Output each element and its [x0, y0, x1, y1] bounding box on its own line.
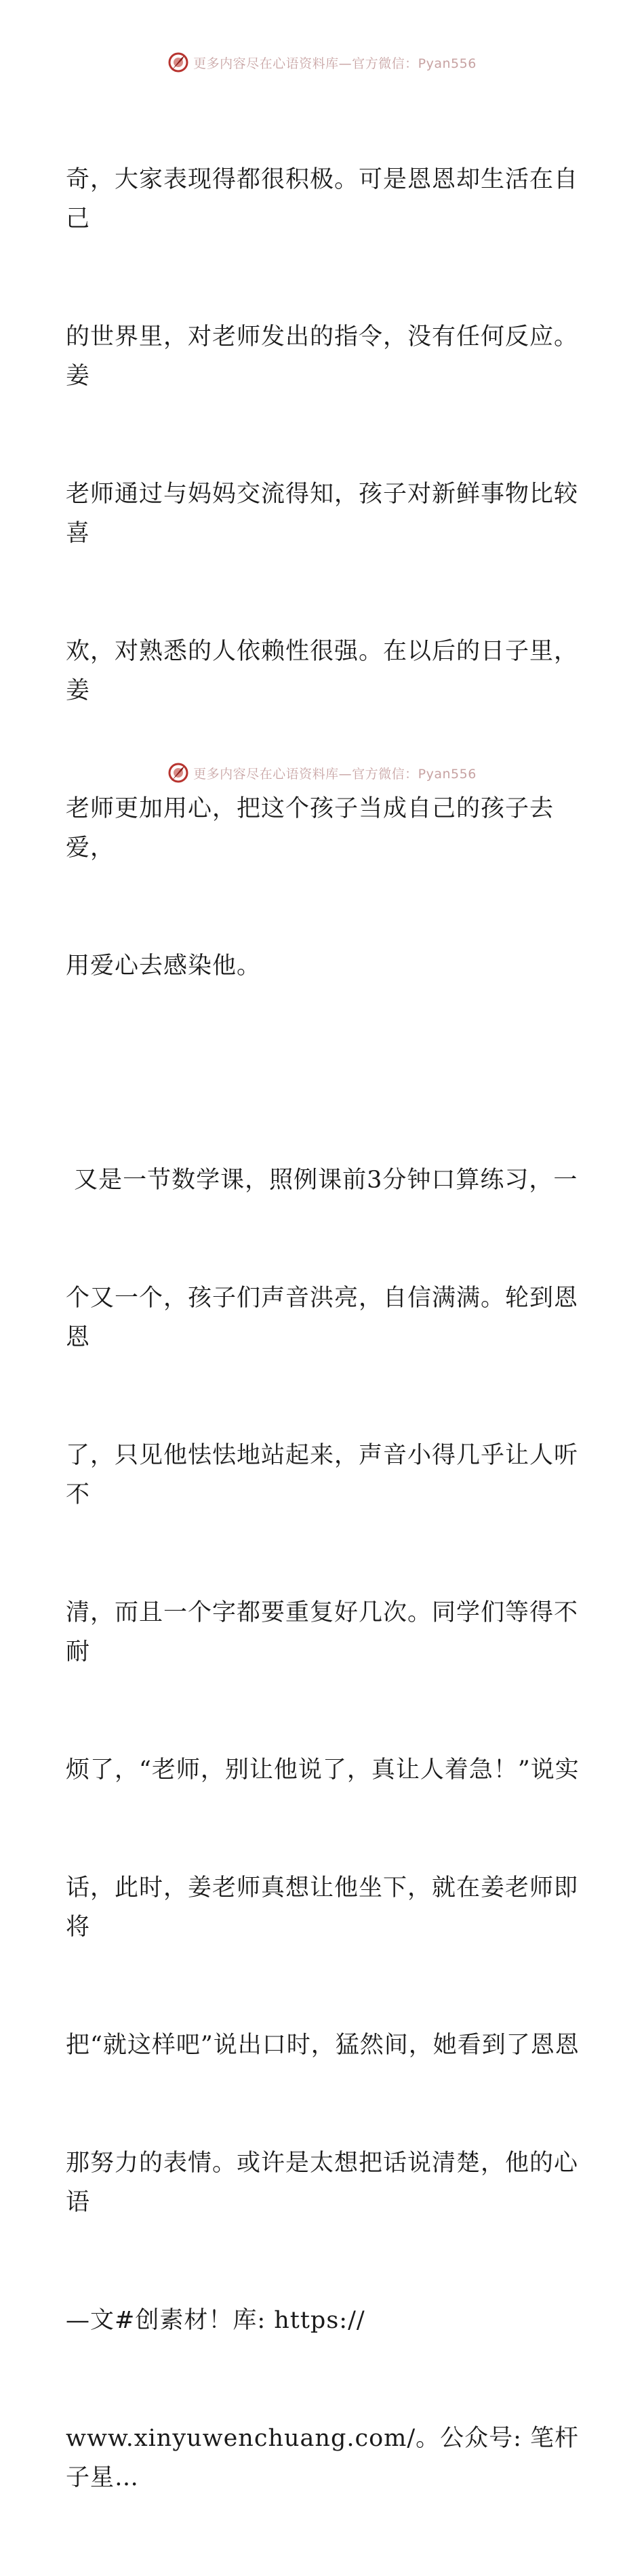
paragraph-line: —文#创素材！库: https:// [66, 2307, 365, 2334]
pen-quill-logo-icon [167, 762, 189, 784]
paragraph-1 [66, 81, 581, 1064]
paragraph-line: 奇，大家表现得都很积极。可是恩恩却生活在自己 [66, 166, 579, 233]
pen-quill-logo-icon [167, 52, 189, 73]
paragraph-line: 的世界里，对老师发出的指令，没有任何反应。姜 [66, 323, 579, 390]
footer-watermark-inner [167, 762, 477, 784]
paragraph-line: 个又一个，孩子们声音洪亮，自信满满。轮到恩恩 [66, 1285, 579, 1351]
paragraph-line: 话，此时，姜老师真想让他坐下，就在姜老师即将 [66, 1874, 579, 1941]
paragraph-line: 了，只见他怯怯地站起来，声音小得几乎让人听不 [66, 1442, 579, 1508]
paragraph-line: 清，而且一个字都要重复好几次。同学们等得不耐 [66, 1599, 579, 1666]
paragraph-line: 把“就这样吧”说出口时，猛然间，她看到了恩恩 [66, 2032, 580, 2059]
header-watermark-inner [167, 52, 477, 73]
document-body [66, 81, 581, 2576]
paragraph-line: 欢，对熟悉的人依赖性很强。在以后的日子里，姜 [66, 638, 579, 704]
paragraph-line: 烦了，“老师，别让他说了，真让人着急！”说实 [66, 1756, 580, 1784]
footer-watermark [0, 759, 644, 786]
paragraph-line: 用爱心去感染他。 [66, 952, 262, 980]
footer-watermark-text: 更多内容尽在心语资料库—官方微信：Pyan556 [193, 766, 477, 782]
paragraph-line: 老师通过与妈妈交流得知，孩子对新鲜事物比较喜 [66, 481, 579, 547]
header-watermark-text: 更多内容尽在心语资料库—官方微信：Pyan556 [193, 56, 477, 71]
paragraph-line: 那努力的表情。或许是太想把话说清楚，他的心语 [66, 2150, 579, 2216]
header-watermark [0, 49, 644, 76]
paragraph-line: 老师更加用心，把这个孩子当成自己的孩子去爱， [66, 795, 555, 862]
paragraph-2 [66, 1082, 581, 2576]
paragraph-line: 又是一节数学课，照例课前3分钟口算练习，一 [66, 1167, 578, 1194]
paragraph-line: www.xinyuwenchuang.com/。公众号: 笔杆子星… [66, 2425, 580, 2491]
